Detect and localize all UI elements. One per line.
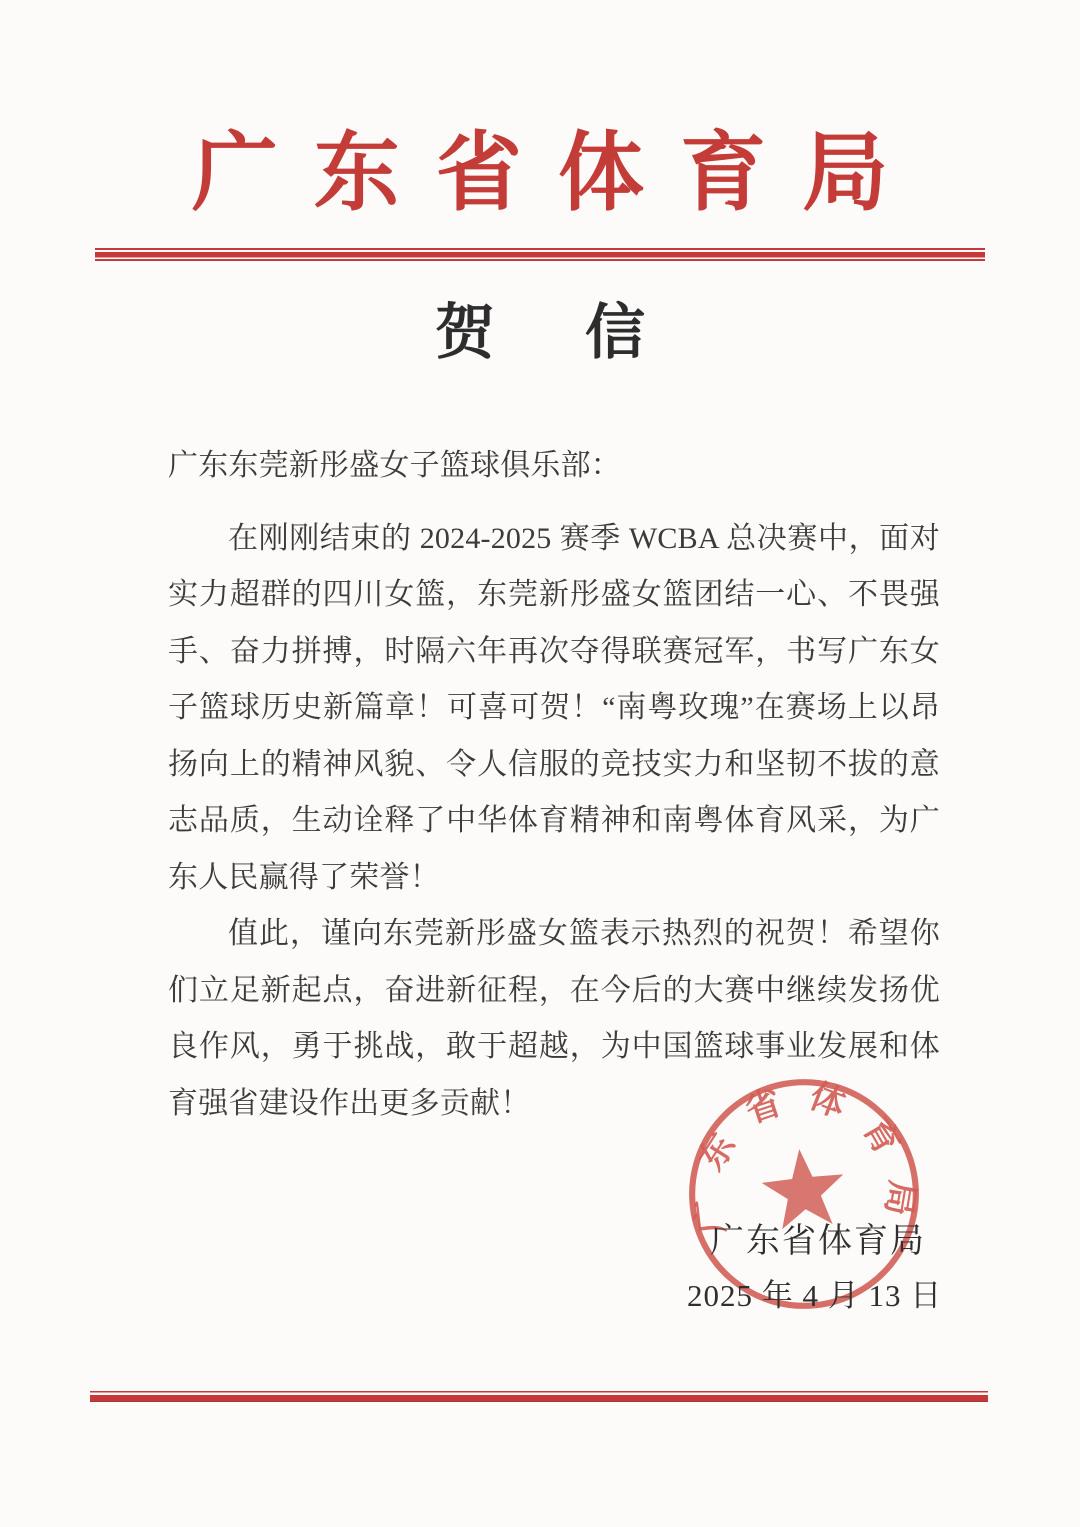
salutation: 广东东莞新彤盛女子篮球俱乐部： bbox=[168, 449, 621, 482]
letter-title: 贺信 bbox=[435, 300, 735, 366]
paragraph-2: 值此，谨向东莞新彤盛女篮表示热烈的祝贺！希望你们立足新起点，奋进新征程，在今后的大赛中继续发扬优良作风，勇于挑战，敢于超越，为中国篮球事业发展和体育强省建设作出更多贡献！ bbox=[168, 917, 940, 1120]
org-header-title: 广东省体育局 bbox=[191, 125, 925, 221]
signature-org: 广东省体育局 bbox=[710, 1223, 926, 1260]
bottom-divider bbox=[90, 1391, 988, 1402]
seal-arc-text: 广东省体育局 bbox=[686, 1075, 923, 1241]
star-icon bbox=[759, 1145, 849, 1231]
paragraph-1: 在刚刚结束的 2024-2025 赛季 WCBA 总决赛中，面对实力超群的四川女篮，东莞新彤盛女篮团结一心、不畏强手、奋力拼搏，时隔六年再次夺得联赛冠军，书写广东女子篮球历史新篇章！可喜可贺！“南粤玫瑰”在赛场上以昂扬向上的精神风貌、令人信服的竞技实力和坚韧不拔的意志品质，生动诠释了中华体育精神和南粤体育风采，为广东人民赢得了荣誉！ bbox=[168, 521, 940, 894]
letter-body bbox=[168, 438, 940, 1132]
signature-date: 2025 年 4 月 13 日 bbox=[687, 1278, 943, 1313]
header-divider bbox=[95, 248, 985, 261]
